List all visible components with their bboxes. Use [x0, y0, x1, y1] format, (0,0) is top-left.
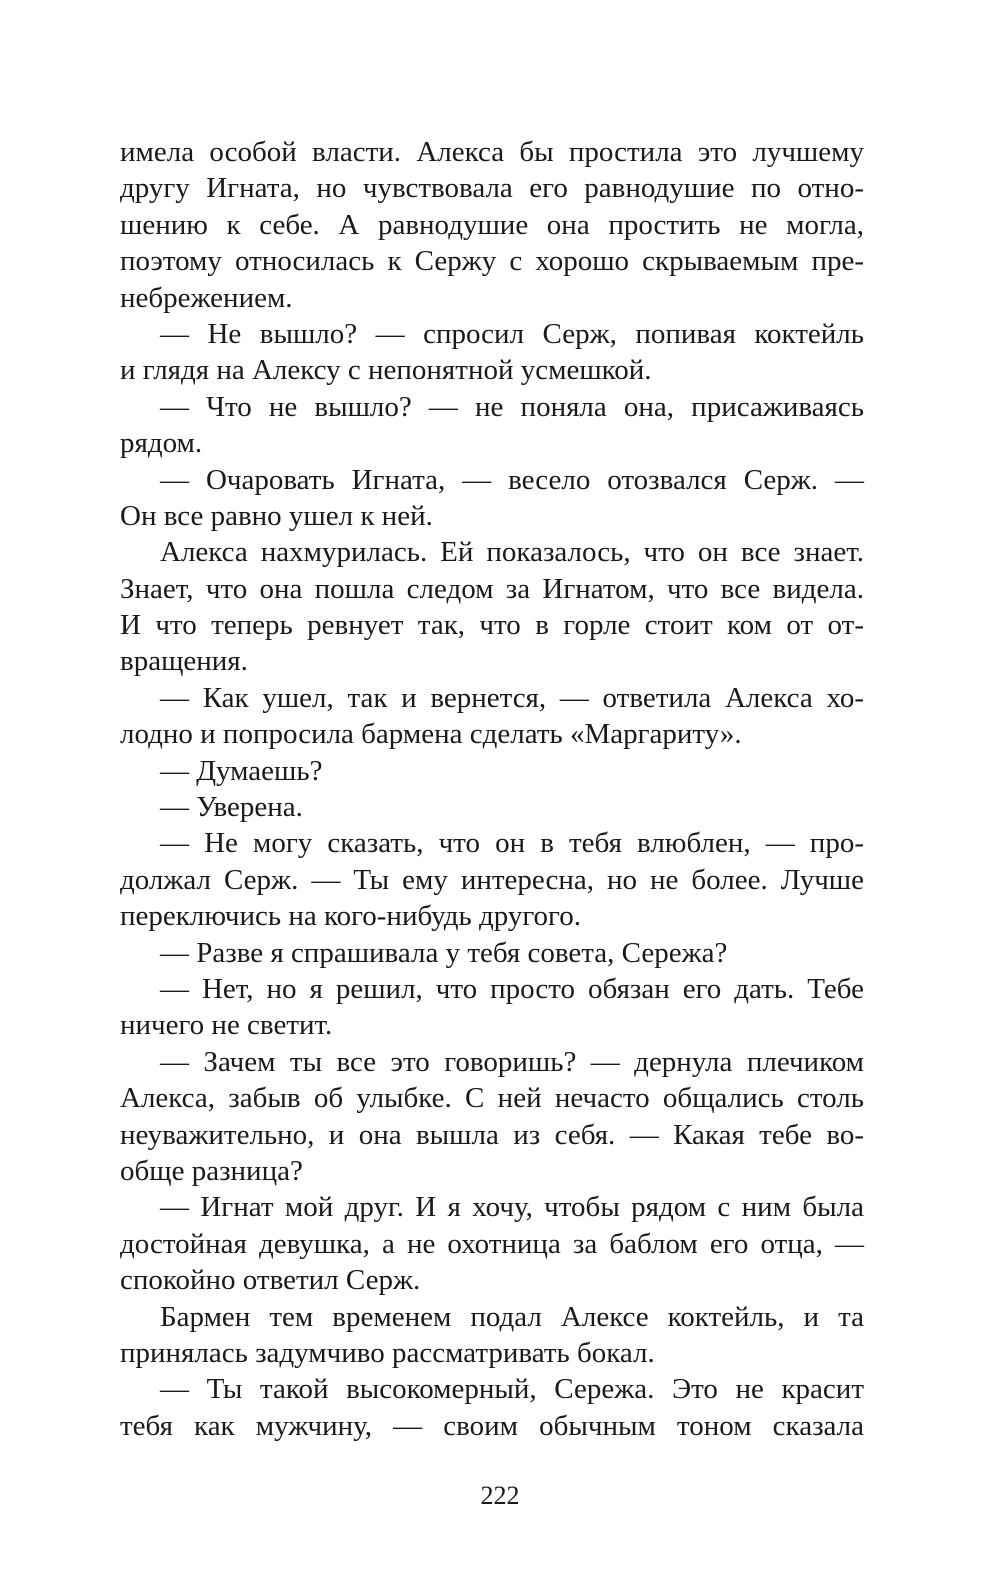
text-line: и глядя на Алексу с непонятной усмешкой.: [120, 354, 652, 387]
text-line: спокойно ответил Серж.: [120, 1264, 421, 1297]
text-line: рядом.: [120, 427, 203, 460]
text-line: шению к себе. А равнодушие она простить не могла,: [120, 208, 864, 241]
text-line: — Ты такой высокомерный, Сережа. Это не красит: [160, 1373, 864, 1406]
text-line: тебя как мужчину, — своим обычным тоном сказала: [120, 1409, 864, 1442]
text-line: — Думаешь?: [160, 754, 323, 787]
text-line: — Уверена.: [160, 791, 303, 824]
text-line: другу Игната, но чувствовала его равнодушие по отно-: [120, 172, 864, 205]
text-line: небрежением.: [120, 281, 293, 314]
text-line: Знает, что она пошла следом за Игнатом, что все видела.: [120, 572, 864, 605]
text-line: обще разница?: [120, 1154, 303, 1187]
text-line: поэтому относилась к Сержу с хорошо скрываемым пре-: [120, 245, 864, 278]
text-line: имела особой власти. Алекса бы простила это лучшему: [120, 136, 864, 168]
text-line: лодно и попросила бармена сделать «Маргариту».: [120, 718, 742, 751]
text-line: — Зачем ты все это говоришь? — дернула плечиком: [160, 1045, 864, 1078]
text-line: ничего не светит.: [120, 1009, 333, 1042]
text-line: — Игнат мой друг. И я хочу, чтобы рядом с ним была: [160, 1191, 864, 1224]
text-line: — Очаровать Игната, — весело отозвался Серж. —: [160, 463, 864, 496]
text-line: вращения.: [120, 645, 248, 678]
text-line: неуважительно, и она вышла из себя. — Какая тебе во-: [120, 1118, 864, 1151]
text-line: — Не могу сказать, что он в тебя влюблен, — про-: [160, 827, 864, 860]
text-line: достойная девушка, а не охотница за баблом его отца, —: [120, 1227, 864, 1260]
text-line: — Что не вышло? — не поняла она, присаживаясь: [160, 390, 864, 423]
text-line: — Нет, но я решил, что просто обязан его дать. Тебе: [160, 972, 864, 1005]
text-line: Алекса нахмурилась. Ей показалось, что он все знает.: [160, 536, 864, 569]
page-text: [120, 134, 864, 1444]
text-line: переключись на кого-нибудь другого.: [120, 900, 581, 933]
text-line: должал Серж. — Ты ему интересна, но не более. Лучше: [120, 863, 864, 896]
text-line: — Не вышло? — спросил Серж, попивая коктейль: [160, 317, 864, 350]
text-line: — Как ушел, так и вернется, — ответила Алекса хо-: [160, 681, 864, 714]
text-line: — Разве я спрашивала у тебя совета, Сережа?: [160, 936, 728, 969]
text-line: Он все равно ушел к ней.: [120, 499, 433, 532]
text-line: принялась задумчиво рассматривать бокал.: [120, 1336, 655, 1369]
text-line: Бармен тем временем подал Алексе коктейль, и та: [160, 1300, 864, 1333]
page-number: 222: [480, 1481, 520, 1510]
text-line: Алекса, забыв об улыбке. С ней нечасто общались столь: [120, 1082, 864, 1115]
text-line: И что теперь ревнует так, что в горле стоит ком от от-: [120, 609, 864, 642]
